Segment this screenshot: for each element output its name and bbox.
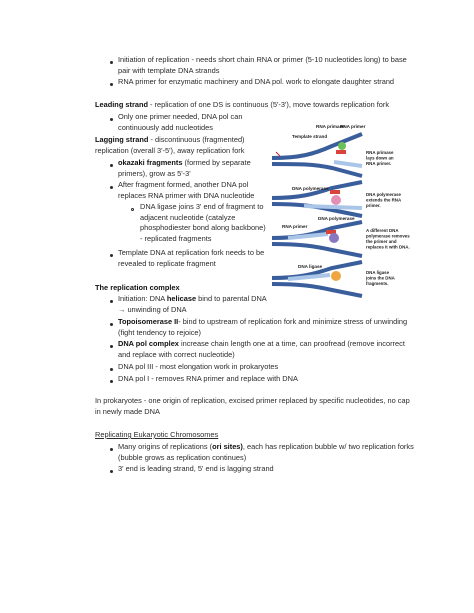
helicase-bullet	[118, 294, 288, 315]
leading-strand-heading: Leading strand	[95, 100, 148, 109]
figure-panel-3	[272, 216, 410, 256]
leading-lagging-ends-bullet: 3' end is leading strand, 5' end is lagging strand	[118, 464, 274, 473]
ori-prefix: Many origins of replications (	[118, 442, 213, 451]
helicase-unwinding: → unwinding of DNA	[118, 304, 187, 314]
bullet-dot	[110, 470, 113, 473]
bullet-dot	[110, 164, 113, 167]
figure-panel-2	[272, 182, 402, 216]
replication-complex-heading: The replication complex	[95, 283, 180, 292]
dna-pol-iii-bullet: DNA pol III - most elongation work in prokaryotes	[118, 362, 279, 371]
polymerase-i-enzyme	[329, 233, 339, 243]
ori-sites-bullet	[118, 442, 418, 463]
label-rna-primase: RNA primase	[316, 124, 345, 129]
lagging-strand-heading: Lagging strand	[95, 135, 149, 144]
template-dna-bullet: Template DNA at replication fork needs to be revealed to replicate fragment	[118, 248, 265, 268]
okazaki-term: okazaki fragments	[118, 158, 183, 167]
leading-strand-definition: - replication of one DS is continuous (5'-3'), move towards replication fork	[147, 100, 390, 109]
bullet-dot	[110, 368, 113, 371]
daughter-strand	[288, 234, 328, 238]
bullet-dot	[110, 186, 113, 189]
ori-suffix: , each has replication bubble w/ two replication forks (bubble grows as replication continues)	[118, 442, 414, 462]
topoisomerase-term: Topoisomerase II	[118, 317, 179, 326]
leading-strand-paragraph	[95, 100, 405, 111]
rna-primer-mark	[330, 190, 340, 194]
note-primase: RNA primase lays down an RNA primer.	[366, 150, 394, 166]
figure-panel-4	[272, 262, 396, 296]
dna-pol-complex-bullet	[118, 339, 418, 360]
okazaki-description: (formed by separate primers), grow as 5'-3'	[118, 158, 251, 178]
bullet-dot	[110, 254, 113, 257]
lagging-strand-paragraph	[95, 135, 270, 156]
label-dna-polymerase-2: DNA polymerase	[318, 216, 355, 221]
ligase-enzyme	[331, 271, 341, 281]
note-polymerase: DNA polymerase extends the RNA primer.	[366, 192, 402, 208]
daughter-strand	[334, 162, 362, 166]
dna-pol-complex-term: DNA pol complex	[118, 339, 179, 348]
bullet-dot	[110, 448, 113, 451]
label-template-strand: Template strand	[292, 134, 328, 139]
intro-bullet-1: Initiation of replication - needs short chain RNA or primer (5-10 nucleotides long) to base pair with template DNA strands	[118, 55, 407, 75]
dna-pol-complex-description: increase chain length one at a time, can proofread (remove incorrect and replace with correct nucleotide)	[118, 339, 405, 359]
dna-pol-i-bullet: DNA pol I - removes RNA primer and replace with DNA	[118, 374, 298, 383]
primase-enzyme	[338, 142, 346, 150]
ori-term: ori sites)	[212, 442, 243, 451]
label-dna-ligase: DNA ligase	[298, 264, 323, 269]
note-ligase: DNA ligase joins the DNA fragments.	[366, 270, 395, 286]
eukaryotic-heading: Replicating Eukaryotic Chromosomes	[95, 430, 219, 439]
topoisomerase-bullet	[118, 317, 418, 338]
bullet-dot	[110, 118, 113, 121]
bullet-dot	[110, 380, 113, 383]
lagging-strand-definition: - discontinuous (fragmented) replication (overall 3'-5'), away replication fork	[95, 135, 245, 155]
pointer-line	[276, 152, 280, 156]
figure-panel-1	[272, 124, 394, 176]
bullet-dot	[110, 61, 113, 64]
bullet-dot	[110, 83, 113, 86]
label-dna-polymerase: DNA polymerase	[292, 186, 329, 191]
label-rna-primer-mid: RNA primer	[282, 224, 308, 229]
bullet-dot	[110, 300, 113, 303]
template-strand-bottom	[272, 284, 362, 296]
after-fragment-bullet: After fragment formed, another DNA pol replaces RNA primer with DNA nucleotide	[118, 180, 255, 200]
bullet-dot	[110, 323, 113, 326]
helicase-suffix: bind to parental DNA	[196, 294, 267, 303]
topoisomerase-description: - bind to upstream of replication fork and minimize stress of unwinding (fight tendency to rejoice)	[118, 317, 408, 337]
helicase-term: helicase	[166, 294, 197, 303]
helicase-prefix: Initiation: DNA	[118, 294, 167, 303]
polymerase-enzyme	[331, 195, 341, 205]
daughter-strand	[304, 206, 362, 208]
okazaki-bullet	[118, 158, 268, 179]
rna-primer-mark	[336, 150, 346, 154]
prokaryotes-paragraph: In prokaryotes - one origin of replication, excised primer replaced by specific nucleotides, no cap in newly made DNA	[95, 396, 410, 416]
template-strand-bottom	[272, 244, 362, 256]
leading-strand-bullet: Only one primer needed, DNA pol can continuously add nucleotides	[118, 112, 243, 132]
note-replace-primer: A different DNA polymerase removes the primer and replaces it with DNA.	[366, 228, 410, 250]
dna-ligase-sub-bullet: DNA ligase joins 3' end of fragment to adjacent nucleotide (catalyze phosphodiester bond along backbone) - replicated fragments	[140, 202, 266, 243]
label-rna-primer-top: RNA primer	[340, 124, 366, 129]
replication-fork-figure	[270, 124, 410, 300]
sub-bullet-ring	[131, 208, 134, 211]
bullet-dot	[110, 345, 113, 348]
intro-bullet-2: RNA primer for enzymatic machinery and DNA pol. work to elongate daughter strand	[118, 77, 395, 86]
